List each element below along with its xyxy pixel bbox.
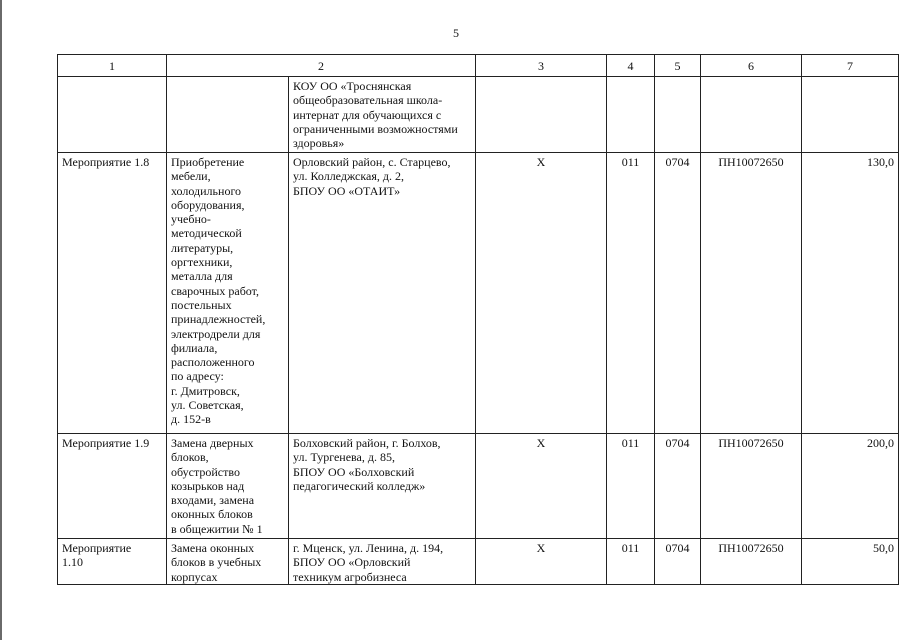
- measure-id-cell: Мероприятие 1.9: [58, 434, 167, 539]
- col4-cell: 011: [607, 434, 655, 539]
- header-col-6: 6: [701, 55, 802, 77]
- description-cell: Приобретение мебели, холодильного оборудования, учебно- методической литературы, оргтехники, металла для сварочных работ, постельных принадлежностей, электродрели для филиала, расположенного по адресу: г. Дмитровск, ул. Советская, д. 152-в: [167, 153, 289, 434]
- col5-cell: 0704: [655, 434, 701, 539]
- description-cell: Замена оконных блоков в учебных корпусах: [167, 539, 289, 585]
- table-row-continuation: [58, 77, 899, 153]
- col6-cell: ПН10072650: [701, 153, 802, 434]
- location-cell: КОУ ОО «Троснянская общеобразовательная школа- интернат для обучающихся с ограниченными возможностями здоровья»: [289, 77, 476, 153]
- measure-id-cell: Мероприятие 1.8: [58, 153, 167, 434]
- header-col-4: 4: [607, 55, 655, 77]
- measure-id-cell: Мероприятие 1.10: [58, 539, 167, 585]
- col7-cell: 50,0: [802, 539, 899, 585]
- col7-cell: 130,0: [802, 153, 899, 434]
- header-col-7: 7: [802, 55, 899, 77]
- col3-cell: Х: [476, 434, 607, 539]
- header-col-5: 5: [655, 55, 701, 77]
- col5-cell: 0704: [655, 153, 701, 434]
- header-row: [58, 55, 899, 77]
- location-cell: Болховский район, г. Болхов, ул. Тургенева, д. 85, БПОУ ОО «Болховский педагогический колледж»: [289, 434, 476, 539]
- budget-table: [57, 54, 899, 585]
- col4-cell: 011: [607, 539, 655, 585]
- col6-cell: ПН10072650: [701, 434, 802, 539]
- description-cell: Замена дверных блоков, обустройство козырьков над входами, замена оконных блоков в общежитии № 1: [167, 434, 289, 539]
- col7-cell: 200,0: [802, 434, 899, 539]
- col6-cell: ПН10072650: [701, 539, 802, 585]
- col3-cell: Х: [476, 153, 607, 434]
- page-number: 5: [453, 26, 459, 40]
- col3-cell: Х: [476, 539, 607, 585]
- table-row: [58, 539, 899, 585]
- page-left-edge: [0, 0, 2, 640]
- header-col-3: 3: [476, 55, 607, 77]
- table-row: [58, 434, 899, 539]
- header-col-2: 2: [167, 55, 476, 77]
- location-cell: г. Мценск, ул. Ленина, д. 194, БПОУ ОО «Орловский техникум агробизнеса: [289, 539, 476, 585]
- header-col-1: 1: [58, 55, 167, 77]
- location-cell: Орловский район, с. Старцево, ул. Колледжская, д. 2, БПОУ ОО «ОТАИТ»: [289, 153, 476, 434]
- col5-cell: 0704: [655, 539, 701, 585]
- table-row: [58, 153, 899, 434]
- col4-cell: 011: [607, 153, 655, 434]
